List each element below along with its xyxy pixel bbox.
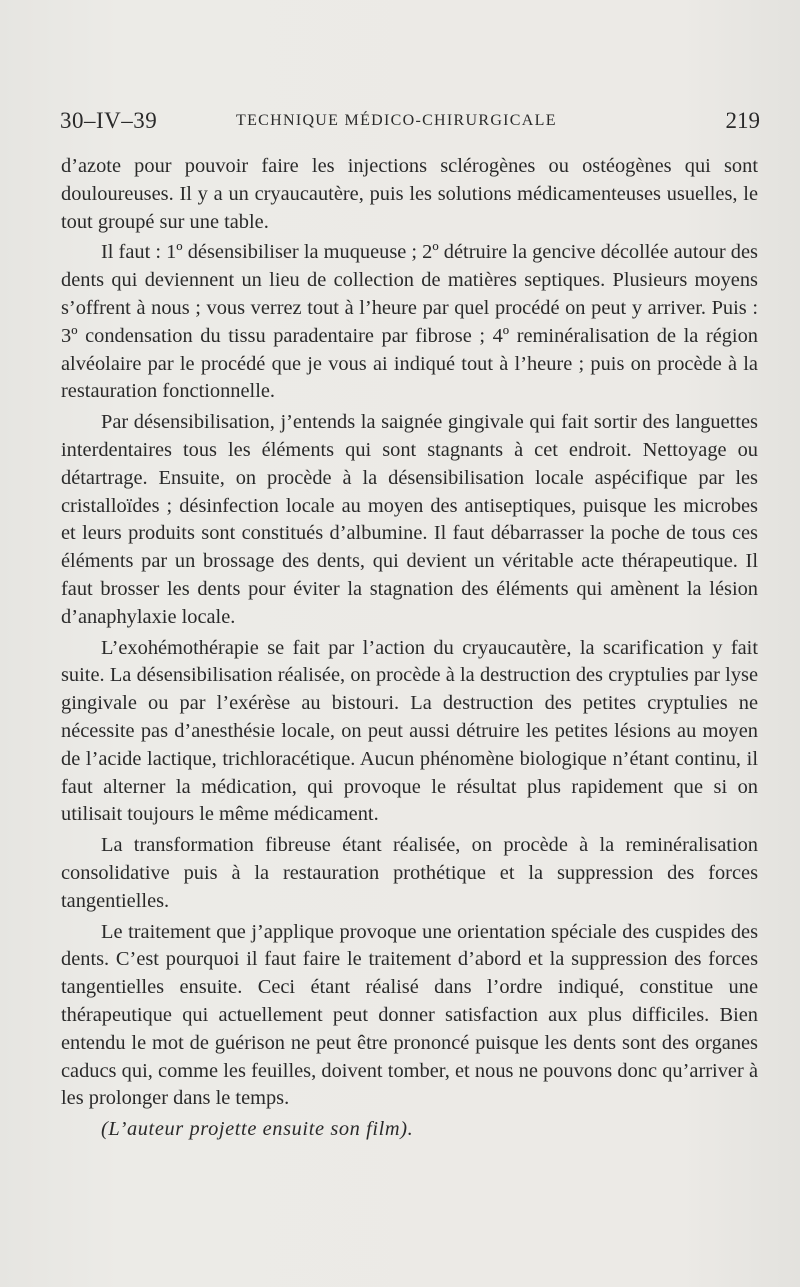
paragraph: Il faut : 1º désensibiliser la muqueuse ; 2º détruire la gencive décollée autour des dents qui deviennent un lieu de collection de matières septiques. Plusieurs moyens s’offrent à nous ; vous verrez tout à l’heure par quel procédé on peut y arriver. Puis : 3º condensation du tissu paradentaire par fibrose ; 4º reminéralisation de la région alvéolaire par le procédé que je vous ai indiqué tout à l’heure ; puis on procède à la restauration fonctionnelle.: [61, 241, 758, 403]
header-date: 30–IV–39: [60, 108, 158, 133]
paragraph: L’exohémothérapie se fait par l’action du cryaucautère, la scarification y fait suite. La désensibilisation réalisée, on procède à la destruction des cryptulies par lyse gingivale ou par l’exérèse au bistouri. La destruction des petites cryptulies ne nécessite pas d’anesthésie locale, on peut aussi détruire les petites lésions au moyen de l’acide lactique, trichloracétique. Aucun phénomène biologique n’étant continu, il faut alterner la médication, qui provoque le résultat plus rapidement que si on utilisait toujours le même médicament.: [61, 636, 758, 826]
closing-note: (L’auteur projette ensuite son film).: [101, 1118, 414, 1141]
page-number: 219: [725, 108, 760, 133]
running-header: [60, 108, 760, 138]
paragraph: La transformation fibreuse étant réalisée, on procède à la reminéralisation consolidative puis à la restauration prothétique et la suppression des forces tangentielles.: [61, 834, 758, 912]
header-title: TECHNIQUE MÉDICO-CHIRURGICALE: [236, 112, 557, 129]
paragraph: Le traitement que j’applique provoque une orientation spéciale des cuspides des dents. C’est pourquoi il faut faire le traitement d’abord et la suppression des forces tangentielles ensuite. Ceci étant réalisé dans l’ordre indiqué, constitue une thérapeutique qui actuellement peut donner satisfaction aux plus difficiles. Bien entendu le mot de guérison ne peut être prononcé puisque les dents sont des organes caducs qui, comme les feuilles, doivent tomber, et nous ne pouvons donc qu’arriver à les prolonger dans le temps.: [61, 920, 758, 1110]
body-text: [61, 153, 758, 1147]
paragraph: d’azote pour pouvoir faire les injections sclérogènes ou ostéogènes qui sont douloureuses. Il y a un cryaucautère, puis les solutions médicamenteuses usuelles, le tout groupé sur une table.: [61, 155, 758, 233]
paragraph: Par désensibilisation, j’entends la saignée gingivale qui fait sortir des languettes interdentaires tous les éléments qui sont stagnants à cet endroit. Nettoyage ou détartrage. Ensuite, on procède à la désensibilisation locale aspécifique par les cristalloïdes ; désinfection locale au moyen des antiseptiques, puisque les microbes et leurs produits sont constitués d’albumine. Il faut débarrasser la poche de tous ces éléments par un brossage des dents, qui devient un véritable acte thérapeutique. Il faut brosser les dents pour éviter la stagnation des éléments qui amènent la lésion d’anaphylaxie locale.: [61, 411, 758, 628]
